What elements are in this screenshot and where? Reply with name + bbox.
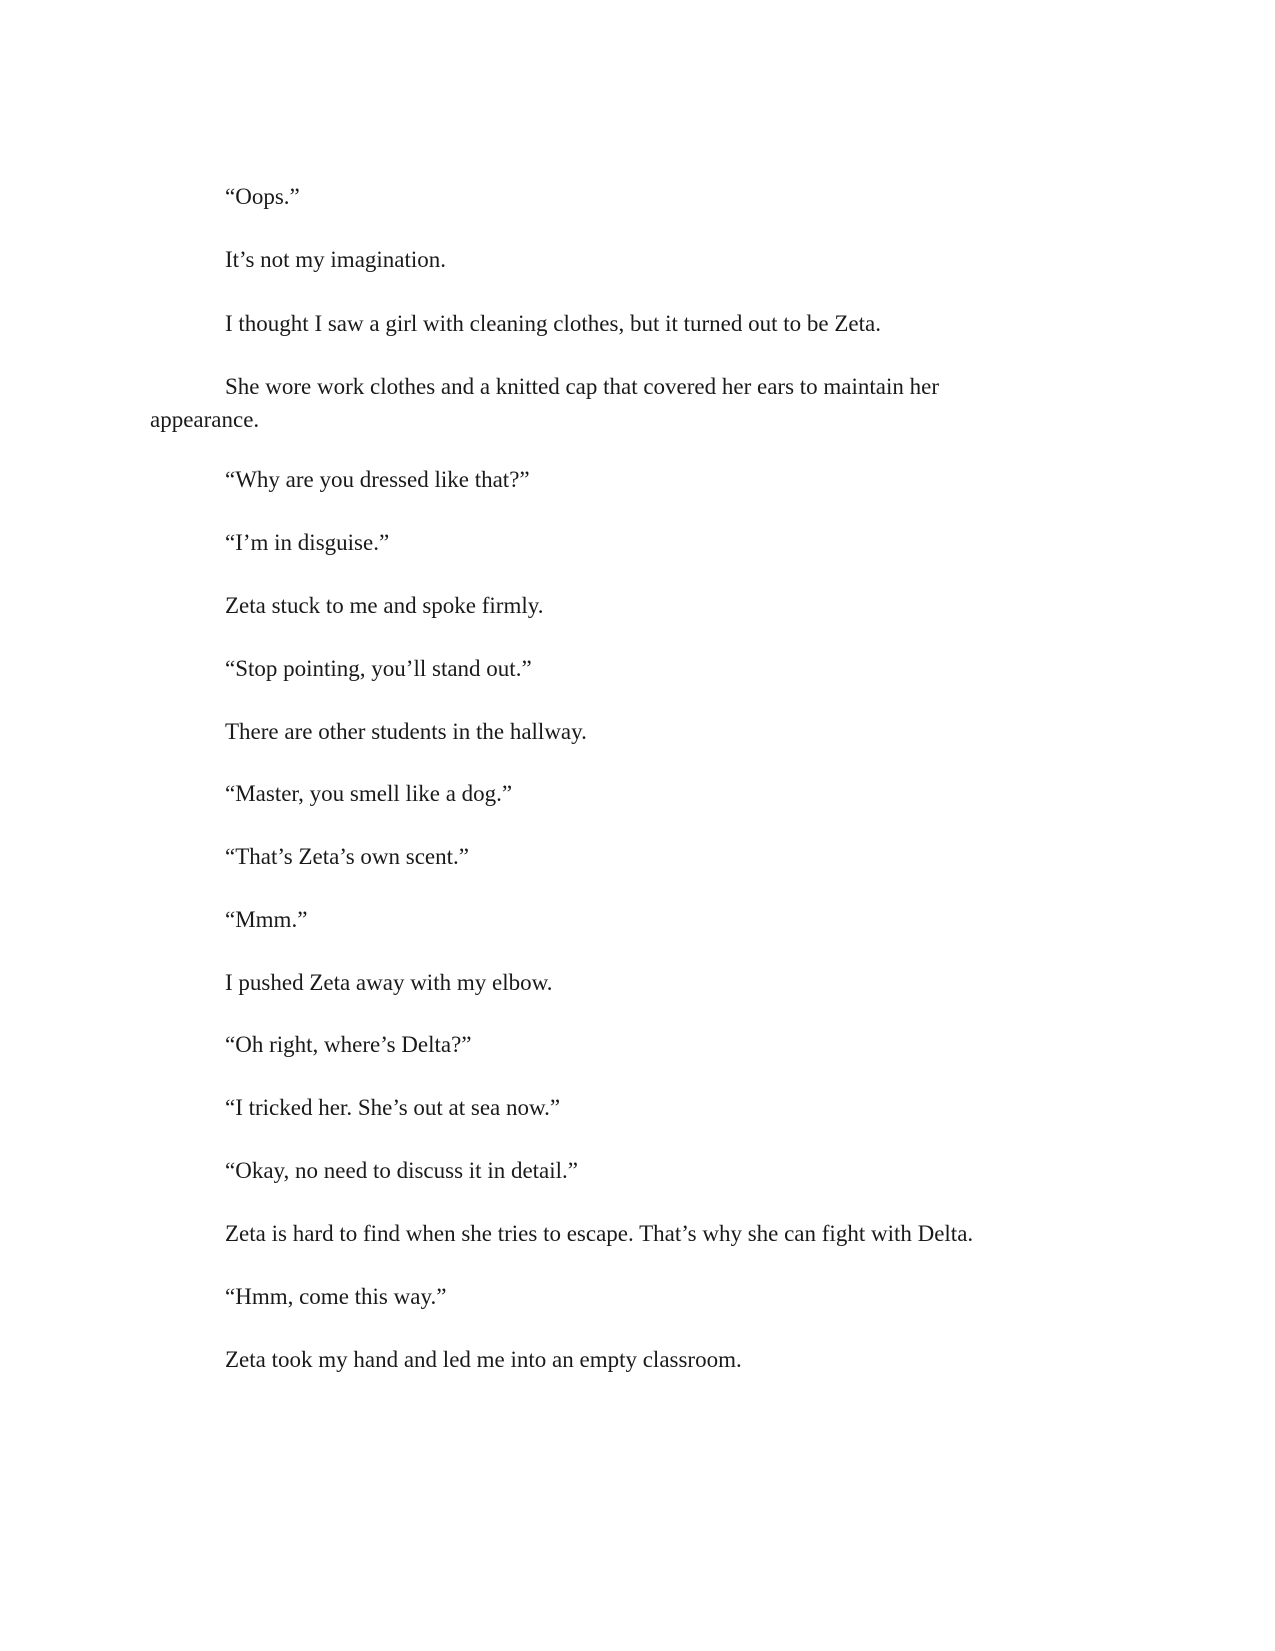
paragraph-4: She wore work clothes and a knitted cap that covered her ears to maintain her appearance. [150, 374, 940, 432]
paragraph-17: Zeta is hard to find when she tries to escape. That’s why she can fight with Delta. [225, 1221, 974, 1246]
paragraph-13: I pushed Zeta away with my elbow. [225, 970, 553, 995]
paragraph-15: “I tricked her. She’s out at sea now.” [225, 1095, 561, 1120]
paragraph-6: “I’m in disguise.” [225, 530, 390, 555]
paragraph-3: I thought I saw a girl with cleaning clothes, but it turned out to be Zeta. [225, 311, 881, 336]
paragraph-19: Zeta took my hand and led me into an empty classroom. [225, 1347, 742, 1372]
paragraph-18: “Hmm, come this way.” [225, 1284, 447, 1309]
paragraph-16: “Okay, no need to discuss it in detail.” [225, 1158, 579, 1183]
paragraph-1: “Oops.” [225, 184, 300, 209]
paragraph-12: “Mmm.” [225, 907, 308, 932]
paragraph-9: There are other students in the hallway. [225, 719, 587, 744]
paragraph-8: “Stop pointing, you’ll stand out.” [225, 656, 532, 681]
paragraph-10: “Master, you smell like a dog.” [225, 781, 513, 806]
paragraph-2: It’s not my imagination. [225, 247, 447, 272]
paragraph-14: “Oh right, where’s Delta?” [225, 1032, 472, 1057]
paragraph-11: “That’s Zeta’s own scent.” [225, 844, 469, 869]
paragraph-5: “Why are you dressed like that?” [225, 467, 530, 492]
paragraph-7: Zeta stuck to me and spoke firmly. [225, 593, 544, 618]
